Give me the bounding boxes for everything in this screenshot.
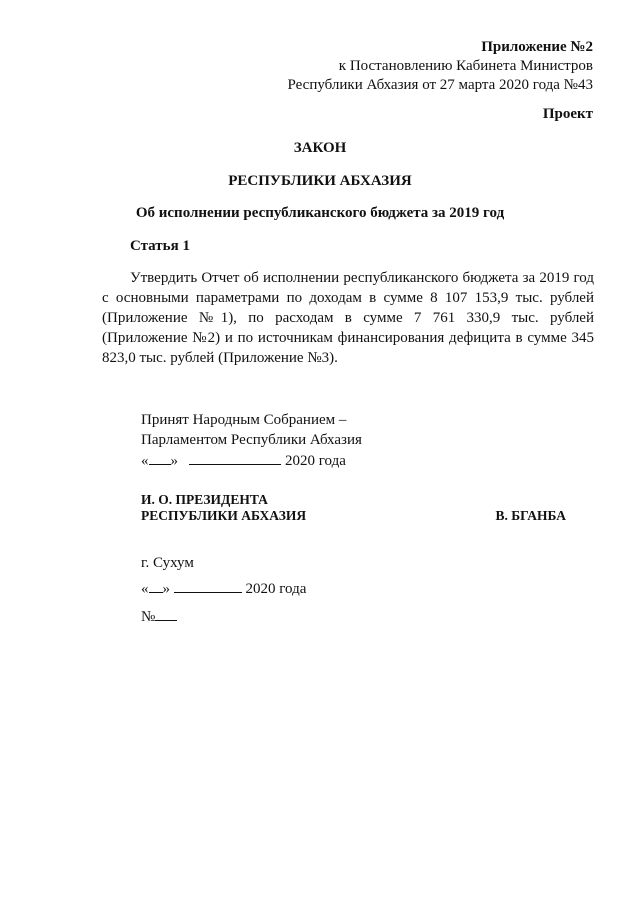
place-label: г. Сухум [141, 555, 194, 571]
signature-position-line-1: И. О. ПРЕЗИДЕНТА [141, 492, 268, 507]
accepted-day-blank [149, 450, 171, 465]
accepted-year: 2020 года [285, 453, 346, 469]
appendix-line-1: к Постановлению Кабинета Министров [338, 58, 593, 74]
date-day-blank [149, 578, 163, 593]
date-line [141, 578, 306, 598]
number-blank [155, 606, 177, 621]
law-title: ЗАКОН [293, 140, 347, 156]
signature-position [141, 492, 306, 524]
signer-name: В. БГАНБА [495, 508, 566, 523]
article-heading: Статья 1 [130, 238, 190, 254]
date-quote-close: » [162, 581, 170, 597]
article-text: Утвердить Отчет об исполнении республиканского бюджета за 2019 год с основными параметрами по доходам в сумме 8 107 153,9 тыс. рублей (Приложение №1), по расходам в сумме 7 761 330,9 тыс. рублей (Приложение №2) и по источникам финансирования дефицита в сумме 345 823,0 тыс. рублей (Приложение №3). [102, 270, 594, 366]
appendix-line-2: Республики Абхазия от 27 марта 2020 года №43 [287, 77, 593, 93]
appendix-block [288, 38, 594, 95]
law-subject: Об исполнении республиканского бюджета за 2019 год [135, 205, 505, 221]
accepted-block [141, 410, 362, 471]
accepted-quote-close: » [170, 453, 178, 469]
accepted-date-line [141, 450, 362, 471]
appendix-title: Приложение №2 [481, 39, 593, 55]
number-line [141, 606, 177, 626]
date-year: 2020 года [245, 581, 307, 597]
draft-label: Проект [542, 106, 593, 122]
accepted-line-1: Принят Народным Собранием – [141, 412, 347, 428]
law-republic-title: РЕСПУБЛИКИ АБХАЗИЯ [228, 173, 412, 189]
number-label: № [141, 609, 156, 625]
accepted-quote-open: « [141, 453, 149, 469]
accepted-line-2: Парламентом Республики Абхазия [141, 432, 362, 448]
accepted-month-blank [189, 450, 281, 465]
date-month-blank [174, 578, 242, 593]
signature-position-line-2: РЕСПУБЛИКИ АБХАЗИЯ [141, 508, 307, 523]
date-quote-open: « [141, 581, 149, 597]
